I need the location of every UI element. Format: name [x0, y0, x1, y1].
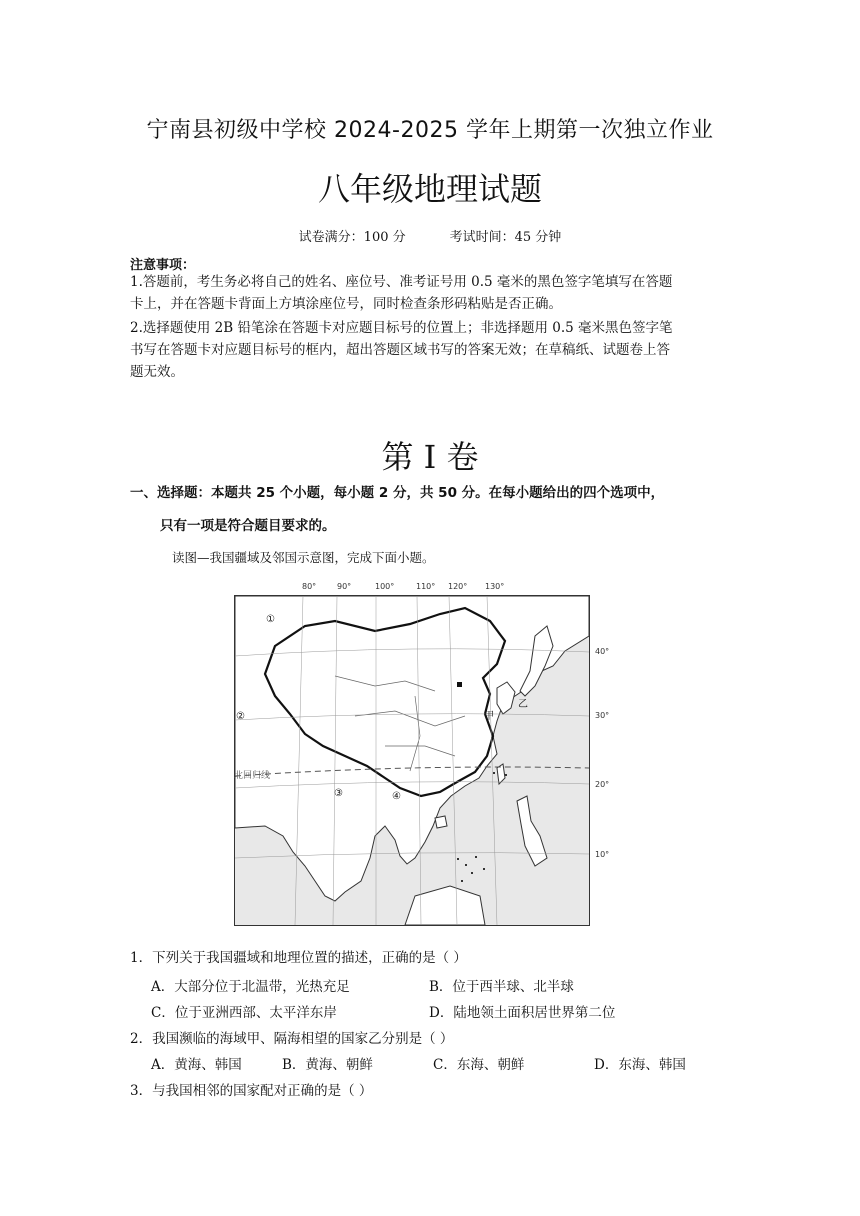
exam-time: 考试时间：45 分钟: [449, 230, 562, 245]
q1-option-c: C．位于亚洲西部、太平洋东岸: [151, 1005, 337, 1021]
q2-option-d: D．东海、韩国: [594, 1057, 686, 1073]
hainan-island: [435, 816, 447, 828]
notice-item-1: [130, 271, 732, 315]
notice-line: 1.答题前，考生务必将自己的姓名、座位号、准考证号用 0.5 毫米的黑色签字笔填写在答题: [130, 274, 673, 290]
map-marker-3: ③: [334, 788, 343, 799]
lon-tick: 90°: [337, 582, 352, 591]
question-1-stem: 1．下列关于我国疆域和地理位置的描述，正确的是（ ）: [130, 950, 467, 966]
notice-line: 卡上，并在答题卡背面上方填涂座位号，同时检查条形码粘贴是否正确。: [130, 296, 562, 312]
lon-tick: 110°: [416, 582, 436, 591]
lon-tick: 80°: [302, 582, 317, 591]
section-instruction-line1: 一、选择题：本题共 25 个小题，每小题 2 分，共 50 分。在每小题给出的四个选项中，: [130, 485, 665, 501]
q2-option-a: A．黄海、韩国: [151, 1057, 242, 1073]
notice-line: 2.选择题使用 2B 铅笔涂在答题卡对应题目标号的位置上；非选择题用 0.5 毫米黑色签字笔: [130, 320, 673, 336]
china-territory-map: [234, 595, 590, 926]
lat-tick: 20°: [595, 780, 610, 789]
notice-heading: 注意事项：: [130, 258, 196, 273]
q1-option-d: D．陆地领土面积居世界第二位: [429, 1005, 616, 1021]
exam-info: [0, 226, 860, 245]
map-drawing: [235, 596, 589, 925]
question-2-stem: 2．我国濒临的海域甲、隔海相望的国家乙分别是（ ）: [130, 1031, 454, 1047]
map-marker-2: ②: [236, 711, 245, 722]
question-3-stem: 3．与我国相邻的国家配对正确的是（ ）: [130, 1083, 373, 1099]
map-marker-4: ④: [392, 791, 401, 802]
q1-option-b: B．位于西半球、北半球: [429, 979, 574, 995]
map-marker-yi: 乙: [518, 699, 528, 710]
q1-option-a: A．大部分位于北温带，光热充足: [151, 979, 350, 995]
lon-tick: 130°: [485, 582, 505, 591]
beijing-marker: [457, 682, 462, 687]
map-caption: 读图—我国疆域及邻国示意图，完成下面小题。: [172, 550, 435, 565]
section-instruction-line2: 只有一项是符合题目要求的。: [160, 518, 336, 534]
section-title: 第 I 卷: [381, 438, 479, 476]
lat-tick: 40°: [595, 647, 610, 656]
exam-subject-title: 八年级地理试题: [317, 170, 542, 208]
tropic-label: 北回归线: [234, 771, 271, 781]
lon-tick: 120°: [448, 582, 468, 591]
map-marker-jia: 甲: [484, 711, 494, 722]
notice-line: 书写在答题卡对应题目标号的框内，超出答题区域书写的答案无效；在草稿纸、试题卷上答: [130, 342, 670, 358]
lat-tick: 30°: [595, 711, 610, 720]
map-marker-1: ①: [266, 614, 275, 625]
notice-item-2: [130, 317, 732, 383]
lon-tick: 100°: [375, 582, 395, 591]
full-score: 试卷满分：100 分: [298, 230, 406, 245]
q2-option-b: B．黄海、朝鲜: [282, 1057, 373, 1073]
lat-tick: 10°: [595, 850, 610, 859]
notice-line: 题无效。: [130, 364, 184, 380]
school-exam-title: 宁南县初级中学校 2024-2025 学年上期第一次独立作业: [146, 118, 714, 143]
q2-option-c: C．东海、朝鲜: [433, 1057, 525, 1073]
